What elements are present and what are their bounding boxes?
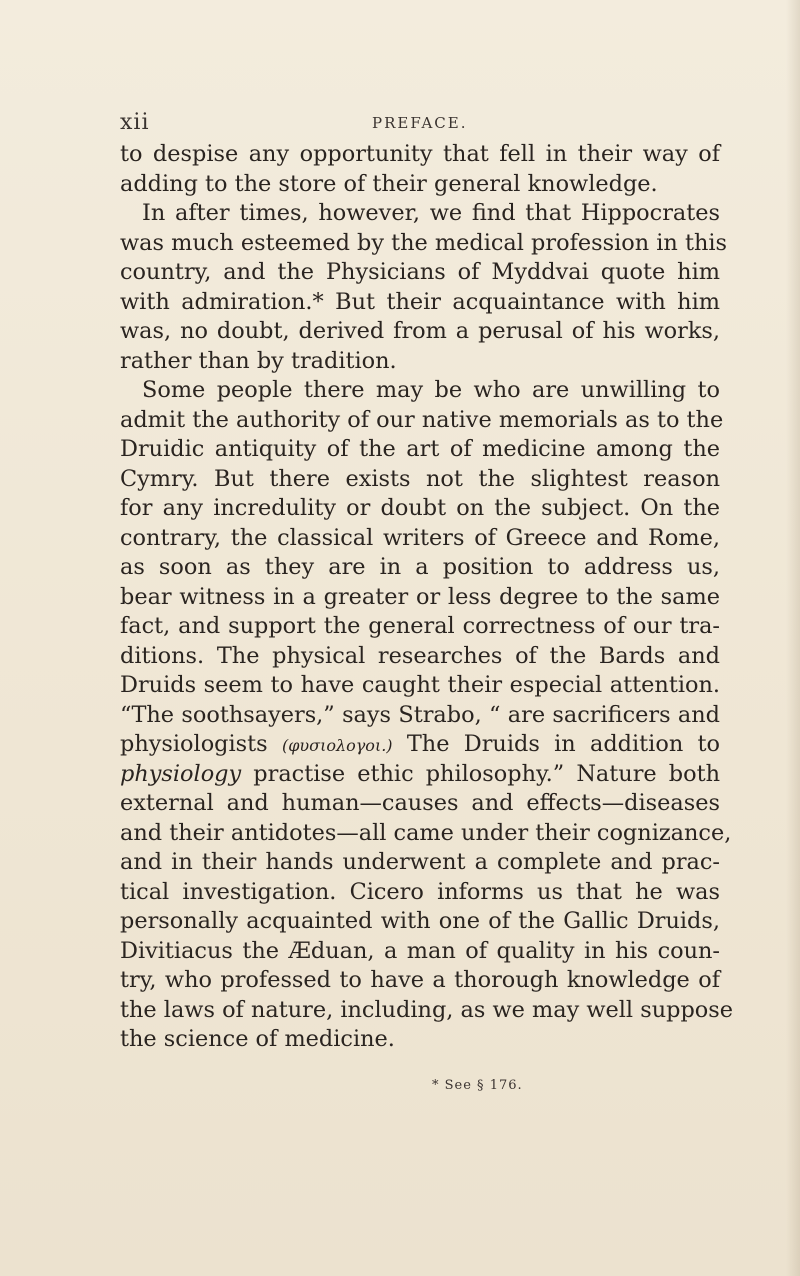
text-line-with-italic: [120, 760, 720, 790]
text-line: was much esteemed by the medical profession in this: [120, 229, 728, 256]
footnote: * See § 176.: [432, 1078, 523, 1093]
text-line: was, no doubt, derived from a perusal of his works,: [120, 318, 720, 344]
running-head: [120, 110, 700, 140]
text-line: personally acquainted with one of the Gallic Druids,: [120, 908, 720, 934]
text-line: to despise any opportunity that fell in their way of: [120, 141, 720, 167]
text-line: and in their hands underwent a complete and prac-: [120, 849, 720, 875]
page-edge-shadow: [786, 0, 800, 1276]
text-line: for any incredulity or doubt on the subject. On the: [120, 495, 720, 521]
text-fragment: physiologists: [120, 731, 268, 757]
text-line: Druids seem to have caught their especial attention.: [120, 672, 720, 698]
greek-term: (φυσιολογοι.): [281, 736, 393, 755]
text-line: with admiration.* But their acquaintance with him: [120, 288, 720, 315]
text-line: Cymry. But there exists not the slightest reason: [120, 465, 720, 492]
running-title: PREFACE.: [372, 114, 468, 132]
text-line-with-greek: [120, 730, 720, 760]
text-fragment: practise ethic philosophy.” Nature both: [253, 760, 721, 787]
text-line: admit the authority of our native memorials as to the: [120, 406, 724, 433]
text-line: the laws of nature, including, as we may well suppose: [120, 996, 734, 1023]
text-line: try, who professed to have a thorough knowledge of: [120, 967, 720, 993]
text-line: as soon as they are in a position to address us,: [120, 554, 720, 580]
text-line: Druidic antiquity of the art of medicine among the: [120, 436, 720, 462]
text-line: external and human—causes and effects—diseases: [120, 790, 720, 816]
text-line: Divitiacus the Æduan, a man of quality in his coun-: [120, 937, 720, 964]
text-line: adding to the store of their general knowledge.: [120, 170, 658, 197]
text-line: “The soothsayers,” says Strabo, “ are sacrificers and: [120, 701, 720, 728]
text-line: contrary, the classical writers of Greece and Rome,: [120, 524, 720, 551]
text-line: country, and the Physicians of Myddvai quote him: [120, 259, 720, 285]
text-fragment: The Druids in addition to: [406, 731, 721, 757]
italic-term: physiology: [120, 760, 242, 787]
text-line: and their antidotes—all came under their cognizance,: [120, 819, 732, 846]
text-line: In after times, however, we find that Hippocrates: [142, 200, 720, 226]
text-line: the science of medicine.: [120, 1026, 395, 1052]
text-line: fact, and support the general correctness of our tra-: [120, 613, 720, 639]
page-number: xii: [120, 110, 150, 135]
text-line: tical investigation. Cicero informs us that he was: [120, 878, 720, 905]
text-line: Some people there may be who are unwilling to: [142, 377, 720, 403]
body-text: [120, 140, 734, 1055]
text-line: rather than by tradition.: [120, 347, 397, 374]
text-line: bear witness in a greater or less degree to the same: [120, 583, 720, 610]
text-line: ditions. The physical researches of the Bards and: [120, 642, 720, 669]
